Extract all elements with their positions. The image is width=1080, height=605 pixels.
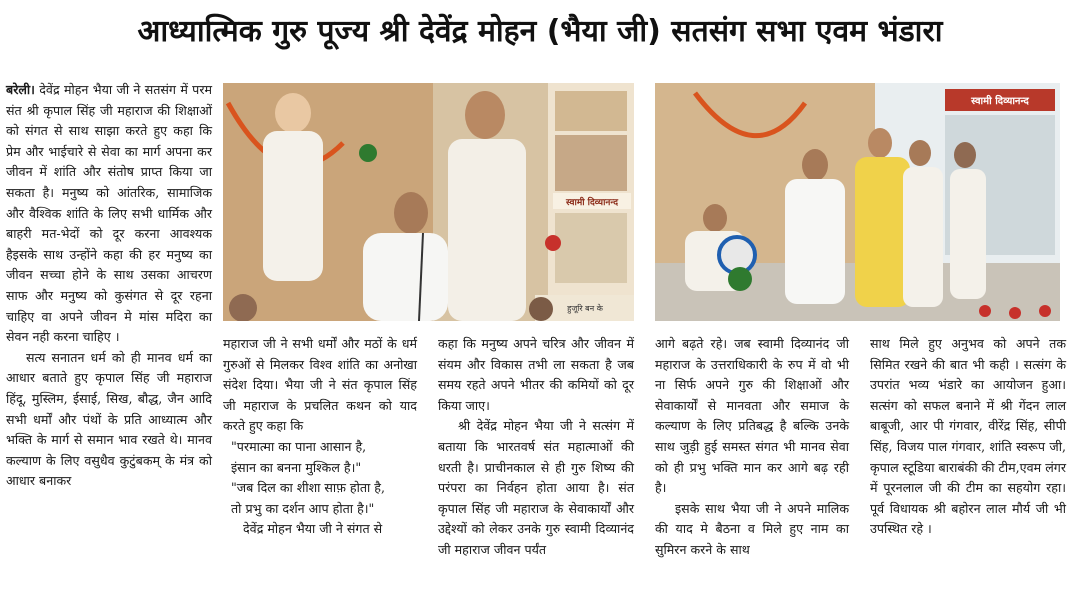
article-column-3 xyxy=(438,334,634,561)
paragraph: इसके साथ भैया जी ने अपने मालिक की याद मे बैठना व मिले हुए नाम का सुमिरन करने के साथ xyxy=(655,500,849,557)
photo-felicitation-image xyxy=(655,83,1060,321)
quote-line: "परमात्मा का पाना आसान है, xyxy=(231,438,367,454)
quote-line: "जब दिल का शीशा साफ़ होता है, xyxy=(231,480,385,496)
article-column-2 xyxy=(223,334,417,540)
photo1-banner-text: स्वामी दिव्यानन्द xyxy=(566,198,618,208)
article-column-4 xyxy=(655,334,849,561)
photo1-caption-text: हुजूरि बन के xyxy=(567,304,603,313)
photo-speaker-satsang-image xyxy=(223,83,634,321)
quote-line: इंसान का बनना मुश्किल है।" xyxy=(231,459,362,475)
paragraph-text: देवेंद्र मोहन भैया जी ने सतसंग में परम संत श्री कृपाल सिंह जी महाराज की शिक्षाओं को संगत से साथ साझा करते हुए कहा कि प्रेम और भाईचारे से सेवा का मार्ग अपना कर जीवन में शांति और संतोष प्राप्त किया जा सकता है। मनुष्य को आंतरिक, सामाजिक और वैश्विक शांति के लिए सभी धार्मिक और बाहरी मत-भेदों को दूर करना आवश्यक हैइसके साथ उन्होंने कहा की हर मनुष्य का जीवन सच्चा होने के साथ उसका आचरण साफ और मनुष्य को कुसंगत से दूर रहना चाहिए वा अपने जीवन मे मांस मदिरा का सेवन नही करना चाहिए । xyxy=(6,82,212,345)
paragraph: सत्य सनातन धर्म को ही मानव धर्म का आधार बताते हुए कृपाल सिंह जी महाराज हिंदू, मुस्लिम, ईसाई, सिख, बौद्ध, जैन आदि सभी धर्मों और पंथों के प्रति आध्यात्म और भक्ति के मार्ग से समान भाव रखते थे। मानव कल्याण के लिए वसुधैव कुटुंबकम् के मंत्र को आधार बनाकर xyxy=(6,349,212,489)
photo-speaker-satsang xyxy=(223,83,634,321)
headline: आध्यात्मिक गुरु पूज्य श्री देवेंद्र मोहन (भैया जी) सतसंग सभा एवम भंडारा xyxy=(137,14,943,49)
quote-line: तो प्रभु का दर्शन आप होता है।" xyxy=(231,500,375,516)
photo-felicitation xyxy=(655,83,1060,321)
article-column-1 xyxy=(6,80,212,492)
paragraph: श्री देवेंद्र मोहन भैया जी ने सत्संग में बताया कि भारतवर्ष संत महात्माओं की धरती है। प्राचीनकाल से ही गुरु शिष्य की परंपरा का निर्वहन होता आया है। संत कृपाल सिंह जी महाराज के सेवाकार्यों और उद्देश्यों को लेकर उनके गुरु स्वामी दिव्यानंद जी महाराज जीवन पर्यंत xyxy=(438,418,634,557)
paragraph: महाराज जी ने सभी धर्मों और मठों के धर्म गुरुओं से मिलकर विश्व शांति का अनोखा संदेश दिया। भैया जी ने संत कृपाल सिंह जी महाराज के प्रचलित कथन को याद करते हुए कहा कि xyxy=(223,336,417,434)
article-column-5 xyxy=(870,334,1066,540)
dateline-place: बरेली। xyxy=(6,82,35,97)
paragraph: साथ मिले हुए अनुभव को अपने तक सिमित रखने की बात भी कही । सत्संग के उपरांत भव्य भंडारे का आयोजन हुआ। सत्संग को सफल बनाने में श्री गेंदन लाल बाबूजी, आर पी गंगवार, वीरेंद्र सिंह, सीपी सिंह, विजय पाल गंगवार, शांति स्वरूप जी, कृपाल स्टूडिया बाराबंकी की टीम,एवम लंगर में पूरनलाल जी की टीम का सहयोग रहा। पूर्व विधायक श्री बहोरन लाल मौर्य जी भी उपस्थित रहे । xyxy=(870,336,1066,537)
photo2-banner-text: स्वामी दिव्यानन्द xyxy=(971,96,1029,107)
paragraph: आगे बढ़ते रहे। जब स्वामी दिव्यानंद जी महाराज के उत्तराधिकारी के रुप में वो भी ना सिर्फ अपने गुरु की शिक्षाओं और सेवाकार्यों से मानवता और समाज के कल्याण के लिए प्रतिबद्ध है बल्कि उनके साथ जुड़ी हुई समस्त संगत भी मानव सेवा को ही प्रभु भक्ति मान कर आगे बढ़ रही है। xyxy=(655,336,849,496)
paragraph: देवेंद्र मोहन भैया जी ने संगत से xyxy=(243,521,383,537)
paragraph xyxy=(6,80,212,348)
paragraph: कहा कि मनुष्य अपने चरित्र और जीवन में संयम और विकास तभी ला सकता है जब समय रहते अपने भीतर की कमियों को दूर किया जाए। xyxy=(438,336,634,413)
